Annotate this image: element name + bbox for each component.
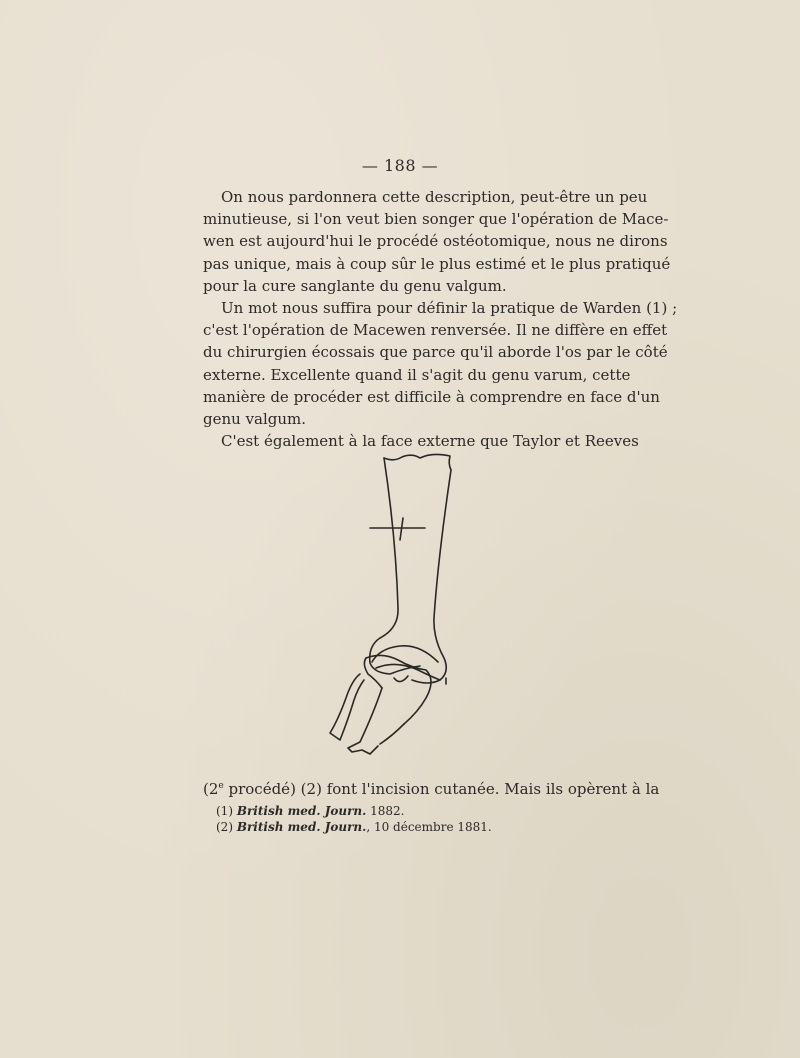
text-line: manière de procéder est difficile à comprendre en face d'un <box>203 387 660 406</box>
footnote-mark: (1) <box>216 804 233 818</box>
text-line: du chirurgien écossais que parce qu'il aborde l'os par le côté <box>203 343 668 362</box>
text-line: c'est l'opération de Macewen renversée. Il ne diffère en effet <box>203 321 668 340</box>
paragraph-2 <box>203 297 678 430</box>
continuation-superscript: e <box>218 781 224 791</box>
text-line: minutieuse, si l'on veut bien songer que l'opération de Mace- <box>203 210 669 229</box>
body-text <box>203 186 678 452</box>
footnote-2 <box>216 819 596 835</box>
footnote-detail: 1882. <box>366 804 405 818</box>
page-number: — 188 — <box>361 156 439 175</box>
text-line: On nous pardonnera cette description, peut-être un peu <box>221 188 648 206</box>
paragraph-1 <box>203 186 671 297</box>
text-line: C'est également à la face externe que Taylor et Reeves <box>221 432 639 451</box>
footnotes <box>216 803 596 835</box>
footnote-mark: (2) <box>216 820 233 834</box>
text-line: externe. Excellente quand il s'agit du genu varum, cette <box>203 365 631 384</box>
femur-tibia-osteotomy-icon <box>300 448 490 768</box>
text-line: genu valgum. <box>203 410 307 429</box>
text-line: wen est aujourd'hui le procédé ostéotomique, nous ne dirons <box>203 232 668 251</box>
text-line: pas unique, mais à coup sûr le plus estimé et le plus pratiqué <box>203 254 671 273</box>
footnote-source: British med. Journ. <box>236 820 367 834</box>
continuation-rest: procédé) (2) font l'incision cutanée. Mais ils opèrent à la <box>223 780 660 798</box>
footnote-detail: , 10 décembre 1881. <box>366 820 492 834</box>
bone-illustration <box>300 448 490 768</box>
footnote-1 <box>216 803 596 819</box>
continuation-prefix: (2 <box>203 780 219 798</box>
continuation-line <box>203 775 660 800</box>
text-line: pour la cure sanglante du genu valgum. <box>203 276 507 295</box>
footnote-source: British med. Journ. <box>236 804 367 818</box>
text-line: Un mot nous suffira pour définir la pratique de Warden (1) ; <box>221 299 678 318</box>
